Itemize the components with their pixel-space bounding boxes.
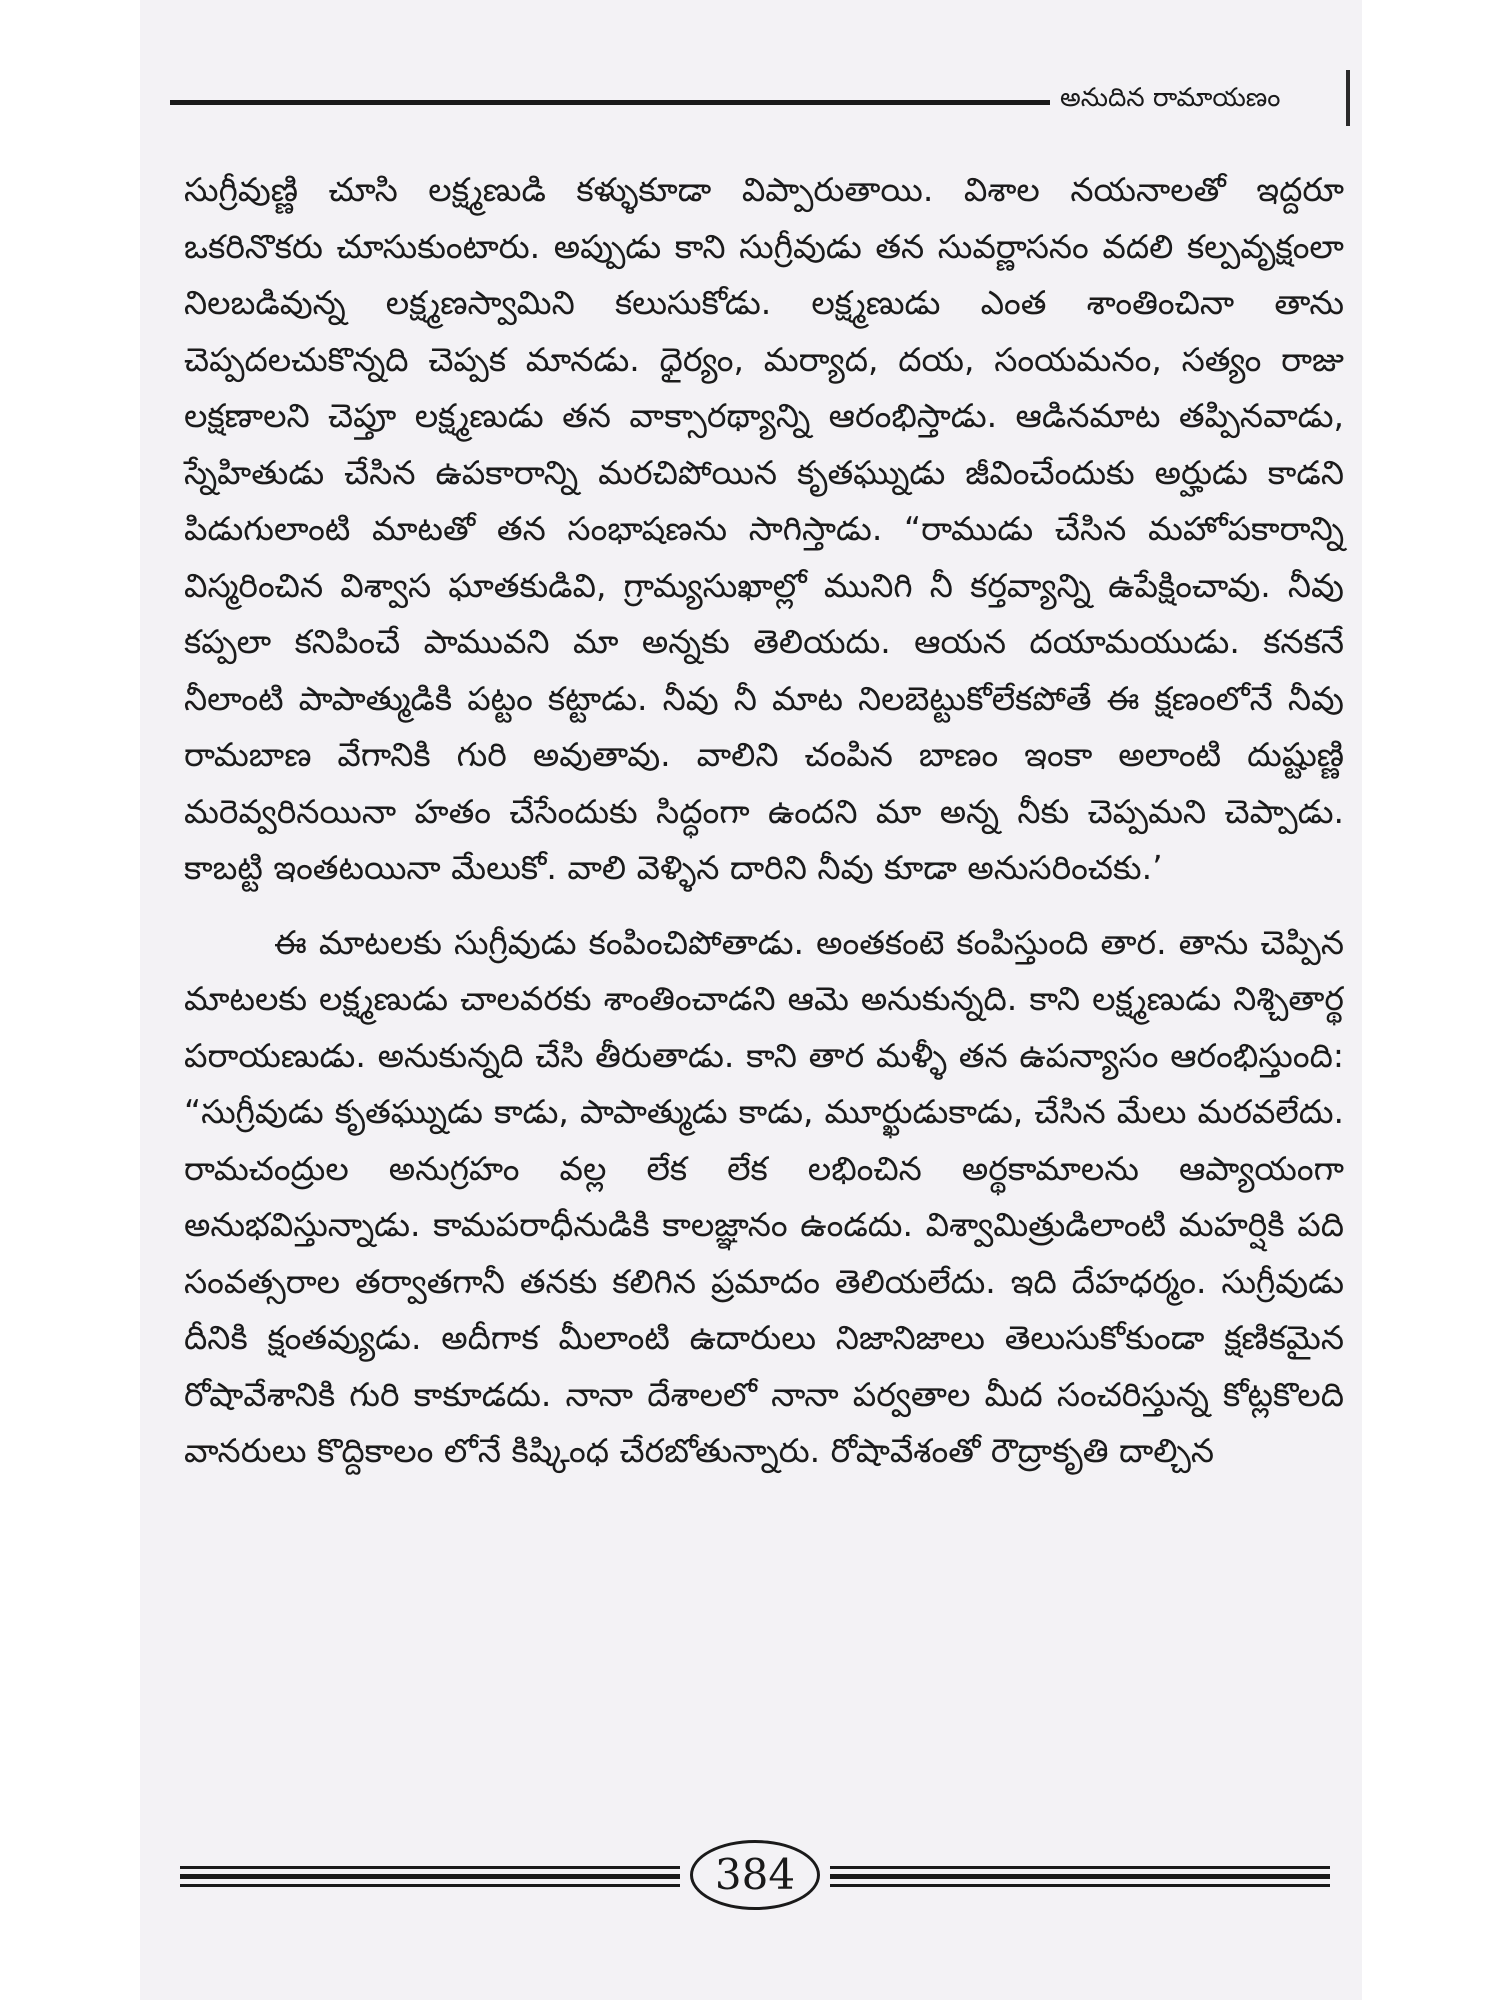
page-footer [180,1838,1330,1918]
page-body [184,162,1344,1498]
paragraph-1: సుగ్రీవుణ్ణి చూసి లక్ష్మణుడి కళ్ళుకూడా విప్పారుతాయి. విశాల నయనాలతో ఇద్దరూ ఒకరినొకరు చూసుకుంటారు. అప్పుడు కాని సుగ్రీవుడు తన సువర్ణాసనం వదలి కల్పవృక్షంలా నిలబడివున్న లక్ష్మణస్వామిని కలుసుకోడు. లక్ష్మణుడు ఎంత శాంతించినా తాను చెప్పదలచుకొన్నది చెప్పక మానడు. ధైర్యం, మర్యాద, దయ, సంయమనం, సత్యం రాజు లక్షణాలని చెప్తూ లక్ష్మణుడు తన వాక్సారథ్యాన్ని ఆరంభిస్తాడు. ఆడినమాట తప్పినవాడు, స్నేహితుడు చేసిన ఉపకారాన్ని మరచిపోయిన కృతఘ్నుడు జీవించేందుకు అర్హుడు కాడని పిడుగులాంటి మాటతో తన సంభాషణను సాగిస్తాడు. “రాముడు చేసిన మహోపకారాన్ని విస్మరించిన విశ్వాస ఘాతకుడివి, గ్రామ్యసుఖాల్లో మునిగి నీ కర్తవ్యాన్ని ఉపేక్షించావు. నీవు కప్పలా కనిపించే పామువని మా అన్నకు తెలియదు. ఆయన దయామయుడు. కనకనే నీలాంటి పాపాత్ముడికి పట్టం కట్టాడు. నీవు నీ మాట నిలబెట్టుకోలేకపోతే ఈ క్షణంలోనే నీవు రామబాణ వేగానికి గురి అవుతావు. వాలిని చంపిన బాణం ఇంకా అలాంటి దుష్టుణ్ణి మరెవ్వరినయినా హతం చేసేందుకు సిద్ధంగా ఉందని మా అన్న నీకు చెప్పమని చెప్పాడు. కాబట్టి ఇంతటయినా మేలుకో. వాలి వెళ్ళిన దారిని నీవు కూడా అనుసరించకు.’ [184,170,1344,887]
footer-rule-left-top [180,1866,680,1869]
footer-rule-right-bottom [830,1884,1330,1887]
footer-rule-right-top [830,1866,1330,1869]
running-header [170,70,1340,130]
footer-rule-left-bottom [180,1884,680,1887]
header-rule [170,100,1050,105]
paragraph-2: ఈ మాటలకు సుగ్రీవుడు కంపించిపోతాడు. అంతకంటె కంపిస్తుంది తార. తాను చెప్పిన మాటలకు లక్ష్మణుడు చాలవరకు శాంతించాడని ఆమె అనుకున్నది. కాని లక్ష్మణుడు నిశ్చితార్థ పరాయణుడు. అనుకున్నది చేసి తీరుతాడు. కాని తార మళ్ళీ తన ఉపన్యాసం ఆరంభిస్తుంది: “సుగ్రీవుడు కృతఘ్నుడు కాడు, పాపాత్ముడు కాడు, మూర్ఖుడుకాడు, చేసిన మేలు మరవలేదు. రామచంద్రుల అనుగ్రహం వల్ల లేక లేక లభించిన అర్థకామాలను ఆప్యాయంగా అనుభవిస్తున్నాడు. కామపరాధీనుడికి కాలజ్ఞానం ఉండదు. విశ్వామిత్రుడిలాంటి మహర్షికి పది సంవత్సరాల తర్వాతగానీ తనకు కలిగిన ప్రమాదం తెలియలేదు. ఇది దేహధర్మం. సుగ్రీవుడు దీనికి క్షంతవ్యుడు. అదీగాక మీలాంటి ఉదారులు నిజానిజాలు తెలుసుకోకుండా క్షణికమైన రోషావేశానికి గురి కాకూడదు. నానా దేశాలలో నానా పర్వతాల మీద సంచరిస్తున్న కోట్లకొలది వానరులు కొద్దికాలం లోనే కిష్కింధ చేరబోతున్నారు. రోషావేశంతో రౌద్రాకృతి దాల్చిన [184,922,1344,1470]
running-header-title: అనుదిన రామాయణం [1060,83,1281,113]
book-page [140,0,1362,2000]
footer-rule-right-middle [830,1874,1330,1879]
header-edge-mark [1346,70,1350,126]
footer-rule-left-middle [180,1874,680,1879]
page-number: 384 [690,1840,820,1910]
